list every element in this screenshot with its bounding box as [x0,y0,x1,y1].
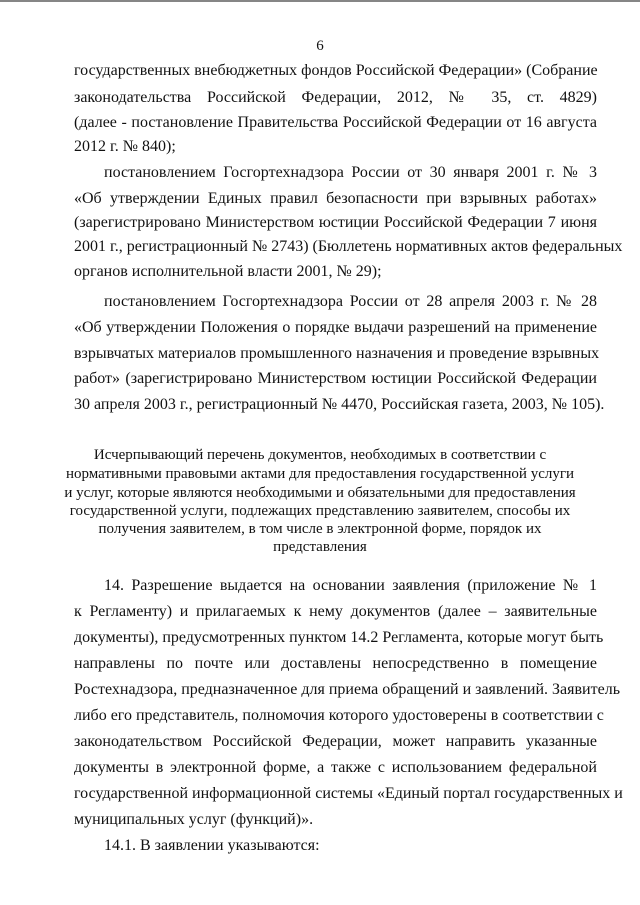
section-heading-line-3: и услуг, которые являются необходимыми и обязательными для предоставления [64,485,576,501]
para4-line-1: 14. Разрешение выдается на основании заявления (приложение № 1 [104,577,597,594]
section-heading-line-4: государственной услуги, подлежащих представлению заявителем, способы их [69,503,571,519]
para2-line-5: органов исполнительной власти 2001, № 29); [74,263,382,280]
para4-line-8: документы в электронной форме, а также с использованием федеральной [74,759,597,776]
para4-line-10: муниципальных услуг (функций)». [74,811,314,828]
para4-line-9: государственной информационной системы «Единый портал государственных и [74,785,623,802]
para4-line-4: направлены по почте или доставлены непосредственно в помещение [74,655,597,672]
para4-line-2: к Регламенту) и прилагаемых к нему документов (далее – заявительные [74,603,597,620]
para4-line-7: законодательством Российской Федерации, может направить указанные [74,733,597,750]
top-border-rule [0,0,640,2]
para1-line-4: 2012 г. № 840); [74,138,176,155]
para4-line-3: документы), предусмотренных пунктом 14.2 Регламента, которые могут быть [74,629,604,646]
section-heading-line-5: получения заявителем, в том числе в электронной форме, порядок их [98,521,542,537]
para4-line-6: либо его представитель, полномочия которого удостоверены в соответствии с [74,707,604,724]
section-heading-line-1: Исчерпывающий перечень документов, необходимых в соответствии с [93,447,547,463]
para2-line-3: (зарегистрировано Министерством юстиции Российской Федерации 7 июня [74,214,597,231]
page-number: 6 [316,38,324,54]
para3-line-3: взрывчатых материалов промышленного назначения и проведение взрывных [74,345,600,362]
para1-line-3: (далее - постановление Правительства Российской Федерации от 16 августа [74,114,597,131]
para3-line-2: «Об утверждении Положения о порядке выдачи разрешений на применение [74,319,597,336]
para2-line-1: постановлением Госгортехнадзора России от 30 января 2001 г. № 3 [104,164,597,181]
para3-line-4: работ» (зарегистрировано Министерством юстиции Российской Федерации [74,370,597,387]
para1-line-2: законодательства Российской Федерации, 2012, № 35, ст. 4829) [74,89,597,106]
para3-line-5: 30 апреля 2003 г., регистрационный № 4470, Российская газета, 2003, № 105). [74,396,605,413]
section-heading-line-6: представления [273,539,367,555]
para2-line-4: 2001 г., регистрационный № 2743) (Бюллетень нормативных актов федеральных [74,238,623,255]
para5-line-1: 14.1. В заявлении указываются: [104,837,320,854]
para3-line-1: постановлением Госгортехнадзора России от 28 апреля 2003 г. № 28 [104,293,597,310]
para4-line-5: Ростехнадзора, предназначенное для приема обращений и заявлений. Заявитель [74,681,620,698]
para2-line-2: «Об утверждении Единых правил безопасности при взрывных работах» [74,190,597,207]
section-heading-line-2: нормативными правовыми актами для предоставления государственной услуги [65,466,575,482]
para1-line-1: государственных внебюджетных фондов Российской Федерации» (Собрание [74,62,598,79]
